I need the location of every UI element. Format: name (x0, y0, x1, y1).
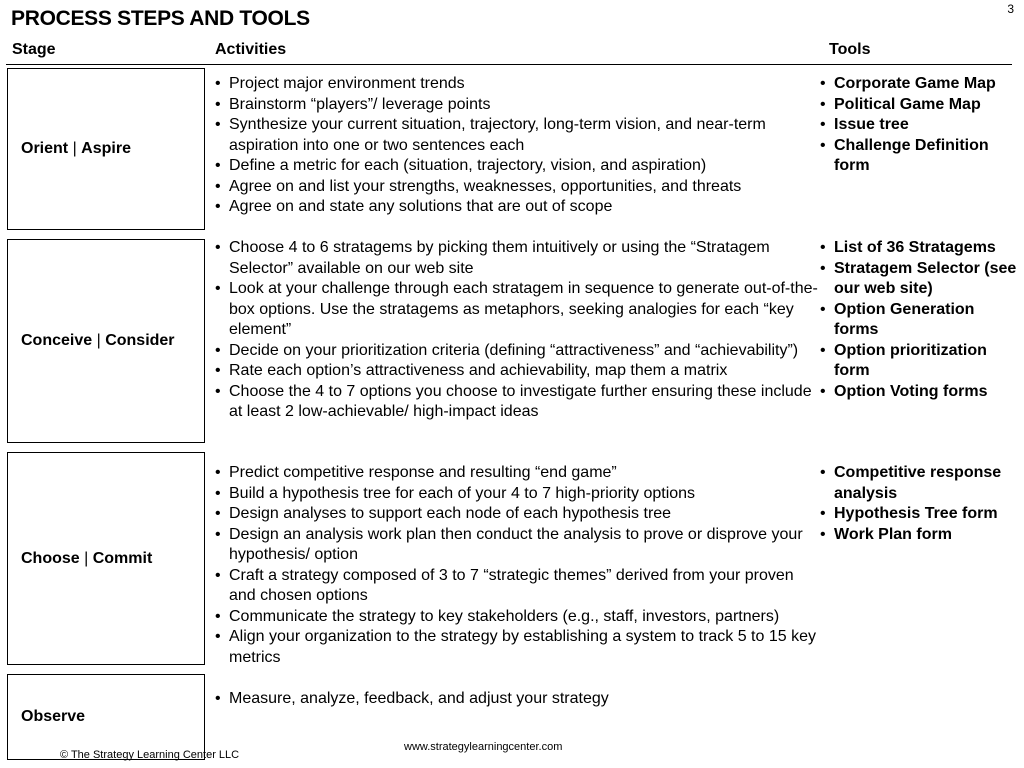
stage-name-separator: | (79, 549, 93, 567)
tool-item: • Option prioritization form (818, 341, 1018, 382)
activities-list-choose-commit (213, 463, 819, 668)
tools-list-orient-aspire (818, 74, 1018, 177)
stage-box-observe (7, 674, 205, 760)
tool-item: • Stratagem Selector (see our web site) (818, 259, 1018, 300)
stage-name-primary: Conceive (21, 332, 93, 349)
activity-item: • Brainstorm “players”/ leverage points (213, 95, 819, 116)
activity-item: • Rate each option’s attractiveness and achievability, map them a matrix (213, 361, 819, 382)
header-divider (6, 64, 1012, 65)
tools-header: Tools (829, 41, 871, 58)
activity-item: • Build a hypothesis tree for each of your 4 to 7 high-priority options (213, 484, 819, 505)
activity-item: • Predict competitive response and resulting “end game” (213, 463, 819, 484)
stage-box-choose-commit (7, 452, 205, 665)
activity-item: • Choose the 4 to 7 options you choose to investigate further ensuring these include at least 2 low-achievable/ high-impact ideas (213, 382, 819, 423)
stage-name-primary: Observe (21, 708, 86, 725)
activities-list-observe (213, 689, 819, 710)
activity-item: • Look at your challenge through each stratagem in sequence to generate out-of-the-box options. Use the stratagems as metaphors, seeking analogies for each “key element” (213, 279, 819, 341)
activity-item: • Design analyses to support each node of each hypothesis tree (213, 504, 819, 525)
activity-item: • Agree on and list your strengths, weaknesses, opportunities, and threats (213, 177, 819, 198)
page-number: 3 (1007, 2, 1014, 16)
activity-item: • Measure, analyze, feedback, and adjust your strategy (213, 689, 819, 710)
tool-item: • Issue tree (818, 115, 1018, 136)
activity-item: • Agree on and state any solutions that are out of scope (213, 197, 819, 218)
activity-item: • Synthesize your current situation, trajectory, long-term vision, and near-term aspiration into one or two sentences each (213, 115, 819, 156)
tool-item: • Competitive response analysis (818, 463, 1018, 504)
tools-list-conceive-consider (818, 238, 1018, 402)
stage-name-primary: Orient (21, 140, 69, 157)
footer-url: www.strategylearningcenter.com (404, 741, 563, 753)
activity-item: • Project major environment trends (213, 74, 819, 95)
activity-item: • Design an analysis work plan then conduct the analysis to prove or disprove your hypothesis/ option (213, 525, 819, 566)
activities-list-conceive-consider (213, 238, 819, 423)
stage-name-secondary: Commit (92, 549, 153, 567)
activity-item: • Decide on your prioritization criteria (defining “attractiveness” and “achievability”) (213, 341, 819, 362)
tool-item: • Work Plan form (818, 525, 1018, 546)
tool-item: • Challenge Definition form (818, 136, 1018, 177)
activity-item: • Choose 4 to 6 stratagems by picking them intuitively or using the “Stratagem Selector” available on our web site (213, 238, 819, 279)
tool-item: • Hypothesis Tree form (818, 504, 1018, 525)
activity-item: • Communicate the strategy to key stakeholders (e.g., staff, investors, partners) (213, 607, 819, 628)
tool-item: • Option Voting forms (818, 382, 1018, 403)
activity-item: • Craft a strategy composed of 3 to 7 “strategic themes” derived from your proven and chosen options (213, 566, 819, 607)
tools-list-choose-commit (818, 463, 1018, 545)
tool-item: • Political Game Map (818, 95, 1018, 116)
activity-item: • Align your organization to the strategy by establishing a system to track 5 to 15 key metrics (213, 627, 819, 668)
stage-name-secondary: Aspire (81, 140, 131, 157)
stage-name-secondary: Consider (105, 332, 175, 349)
tool-item: • Option Generation forms (818, 300, 1018, 341)
activity-item: • Define a metric for each (situation, trajectory, vision, and aspiration) (213, 156, 819, 177)
activities-header: Activities (215, 41, 287, 58)
stage-header: Stage (12, 41, 56, 58)
stage-name-separator: | (92, 332, 106, 349)
stage-name-primary: Choose (21, 549, 80, 567)
stage-box-conceive-consider (7, 239, 205, 443)
stage-box-orient-aspire (7, 68, 205, 230)
tool-item: • Corporate Game Map (818, 74, 1018, 95)
tool-item: • List of 36 Stratagems (818, 238, 1018, 259)
stage-name-separator: | (68, 140, 82, 157)
activities-list-orient-aspire (213, 74, 819, 218)
page-title: PROCESS STEPS AND TOOLS (11, 7, 310, 30)
footer-copyright: © The Strategy Learning Center LLC (60, 749, 240, 761)
